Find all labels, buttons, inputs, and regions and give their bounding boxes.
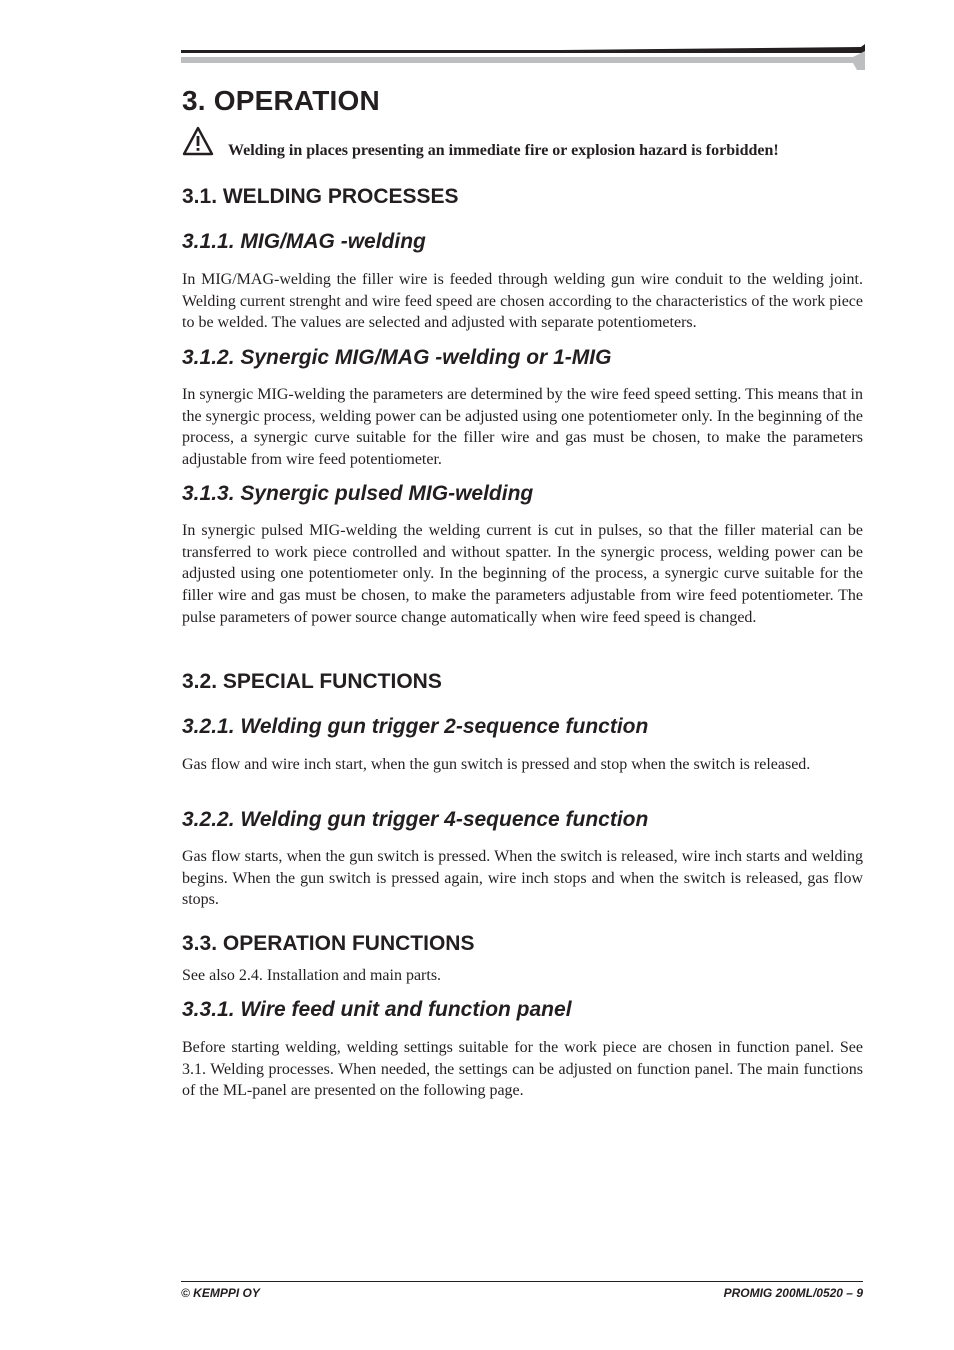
warning-text: Welding in places presenting an immediate fire or explosion hazard is forbidden! [228, 142, 779, 159]
section-title-3-2: 3.2. SPECIAL FUNCTIONS [182, 670, 442, 693]
section-title-3-3-1: 3.3.1. Wire feed unit and function panel [182, 998, 572, 1021]
paragraph-3-3-1: Before starting welding, welding settings suitable for the work piece are chosen in function panel. See 3.1. Welding processes. When needed, the settings can be adjusted on function panel. The main functions of the ML-panel are presented on the following page. [182, 1039, 863, 1100]
paragraph-3-1-1: In MIG/MAG-welding the filler wire is feeded through welding gun wire conduit to the welding joint. Welding current strenght and wire feed speed are chosen according to the characteristics of the work piece to be welded. The values are selected and adjusted with separate potentiometers. [182, 271, 863, 332]
section-title-3-3: 3.3. OPERATION FUNCTIONS [182, 932, 475, 955]
paragraph-3-3: See also 2.4. Installation and main parts. [182, 967, 442, 984]
header-rule [181, 40, 865, 72]
paragraph-3-2-2: Gas flow starts, when the gun switch is pressed. When the switch is released, wire inch starts and welding begins. When the gun switch is pressed again, wire inch stops and when the switch is released, gas flow stops. [182, 848, 863, 909]
warning-notice [182, 126, 872, 160]
footer-rule [181, 1281, 863, 1282]
footer-copyright: © KEMPPI OY [181, 1286, 260, 1300]
section-title-3-1-2: 3.1.2. Synergic MIG/MAG -welding or 1-MIG [182, 346, 612, 369]
paragraph-3-1-2: In synergic MIG-welding the parameters are determined by the wire feed speed setting. This means that in the synergic process, welding power can be adjusted using one potentiometer only. In the beginning of the process, a synergic curve suitable for the filler wire and gas must be chosen, to make the parameters adjustable from wire feed potentiometer. [182, 386, 863, 469]
section-title-3-2-1: 3.2.1. Welding gun trigger 2-sequence function [182, 715, 649, 738]
section-title-3-2-2: 3.2.2. Welding gun trigger 4-sequence function [182, 808, 649, 831]
paragraph-3-1-3: In synergic pulsed MIG-welding the welding current is cut in pulses, so that the filler material can be transferred to work piece controlled and without spatter. In the synergic process, welding power can be adjusted using one potentiometer only. In the beginning of the process, a synergic curve suitable for the filler wire and gas must be chosen, to make the parameters adjustable from wire feed potentiometer. The pulse parameters of power source change automatically when wire feed speed is changed. [182, 522, 863, 626]
section-title-3-1: 3.1. WELDING PROCESSES [182, 185, 459, 208]
warning-triangle-icon [182, 126, 214, 156]
footer-page-number: PROMIG 200ML/0520 – 9 [723, 1286, 863, 1300]
section-title-3-1-1: 3.1.1. MIG/MAG -welding [182, 230, 426, 253]
section-title-3-1-3: 3.1.3. Synergic pulsed MIG-welding [182, 482, 534, 505]
chapter-title: 3. OPERATION [182, 85, 380, 116]
paragraph-3-2-1: Gas flow and wire inch start, when the gun switch is pressed and stop when the switch is released. [182, 756, 811, 773]
